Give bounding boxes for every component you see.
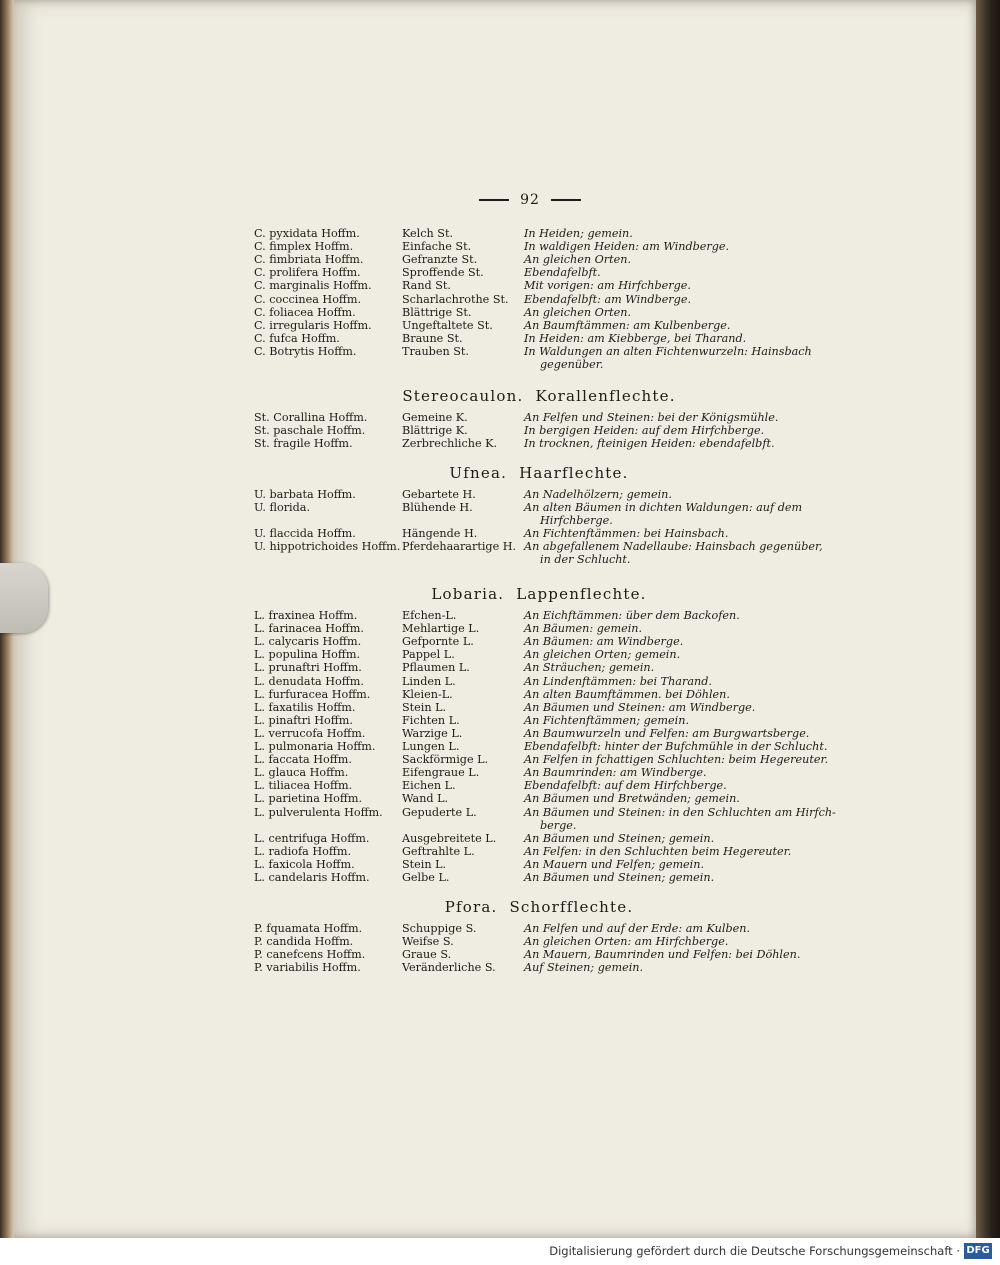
species-row: [254, 935, 834, 948]
section-heading: [254, 387, 824, 405]
habitat-text: An Baumwurzeln und Felfen: am Burgwartsberge.: [524, 726, 810, 740]
habitat-text: An Bäumen und Bretwänden; gemein.: [524, 792, 740, 806]
german-name: Graue S.: [402, 948, 452, 962]
species-row: [254, 411, 834, 424]
latin-name: L. radiofa Hoffm.: [254, 844, 352, 858]
latin-name: U. barbata Hoffm.: [254, 488, 356, 501]
habitat-text: An Baumftämmen: am Kulbenberge.: [524, 318, 731, 332]
habitat-text: In Heiden; gemein.: [524, 227, 633, 240]
species-row: [254, 527, 834, 540]
latin-name: L. verrucofa Hoffm.: [254, 726, 366, 740]
german-name: Rand St.: [402, 279, 451, 293]
species-row: [254, 266, 834, 279]
latin-name: St. fragile Hoffm.: [254, 437, 353, 451]
page-number-value: 92: [520, 192, 540, 208]
latin-name: C. fimbriata Hoffm.: [254, 253, 364, 267]
german-name: Ausgebreitete L.: [402, 831, 497, 845]
species-row: [254, 675, 834, 688]
habitat-text: An alten Bäumen in dichten Waldungen: auf dem: [524, 501, 803, 515]
species-row: [254, 344, 834, 371]
species-row: [254, 424, 834, 437]
latin-name: P. candida Hoffm.: [254, 935, 354, 949]
habitat-text: An Nadelhölzern; gemein.: [524, 488, 672, 501]
german-name: Gebartete H.: [402, 488, 476, 501]
habitat-text: An Bäumen: gemein.: [524, 622, 643, 636]
german-name: Kleien-L.: [402, 687, 453, 701]
habitat-text-continued: berge.: [540, 818, 577, 832]
german-name: Blühende H.: [402, 501, 473, 515]
latin-name: C. Botrytis Hoffm.: [254, 344, 357, 358]
species-row: [254, 779, 834, 792]
latin-name: C. fimplex Hoffm.: [254, 240, 354, 254]
habitat-text: An abgefallenem Nadellaube: Hainsbach gegenüber,: [524, 540, 823, 554]
habitat-text: In bergigen Heiden: auf dem Hirfchberge.: [524, 424, 765, 438]
footer-bar: [0, 1238, 1000, 1265]
species-row: [254, 293, 834, 306]
genus-name: Lobaria.: [431, 585, 505, 603]
latin-name: L. fraxinea Hoffm.: [254, 609, 358, 622]
german-name: Hängende H.: [402, 527, 478, 541]
species-row: [254, 648, 834, 661]
species-row: [254, 792, 834, 805]
latin-name: L. calycaris Hoffm.: [254, 635, 362, 649]
species-row: [254, 437, 834, 450]
species-row: [254, 961, 834, 974]
german-name: Gefpornte L.: [402, 635, 474, 649]
habitat-text: In Heiden: am Kiebberge, bei Tharand.: [524, 331, 747, 345]
latin-name: L. pulmonaria Hoffm.: [254, 740, 376, 753]
german-name: Sackförmige L.: [402, 753, 489, 767]
species-row: [254, 805, 836, 832]
genus-name: Stereocaulon.: [402, 387, 524, 405]
species-row: [254, 766, 834, 779]
species-row: [254, 832, 834, 845]
habitat-text: Mit vorigen: am Hirfchberge.: [524, 279, 691, 293]
species-row: [254, 858, 834, 871]
genus-name: Pfora.: [444, 898, 498, 916]
latin-name: St. paschale Hoffm.: [254, 424, 366, 438]
german-name: Wand L.: [402, 792, 449, 806]
latin-name: U. flaccida Hoffm.: [254, 527, 356, 541]
latin-name: L. faxatilis Hoffm.: [254, 700, 356, 714]
common-name: Lappenflechte.: [516, 585, 647, 603]
habitat-text: An Mauern, Baumrinden und Felfen: bei Döhlen.: [524, 948, 801, 962]
latin-name: L. farinacea Hoffm.: [254, 622, 364, 636]
latin-name: L. prunaftri Hoffm.: [254, 661, 362, 675]
section-heading: [254, 585, 824, 603]
latin-name: L. candelaris Hoffm.: [254, 871, 370, 884]
german-name: Veränderliche S.: [402, 961, 496, 975]
genus-name: Ufnea.: [449, 464, 508, 482]
habitat-text: An gleichen Orten; gemein.: [524, 648, 681, 662]
habitat-text-continued: in der Schlucht.: [540, 553, 631, 567]
species-row: [254, 701, 834, 714]
habitat-text: An Felfen in fchattigen Schluchten: beim Hegereuter.: [524, 753, 829, 767]
latin-name: L. parietina Hoffm.: [254, 792, 363, 806]
habitat-text: Ebendafelbft: am Windberge.: [524, 292, 691, 306]
habitat-text: An gleichen Orten.: [524, 305, 632, 319]
german-name: Ungeftaltete St.: [402, 318, 493, 332]
dfg-logo: DFG: [964, 1243, 992, 1259]
latin-name: P. fquamata Hoffm.: [254, 922, 363, 935]
footer-credit: Digitalisierung gefördert durch die Deutsche Forschungsgemeinschaft ·: [549, 1244, 960, 1258]
habitat-text: In waldigen Heiden: am Windberge.: [524, 240, 730, 254]
german-name: Zerbrechliche K.: [402, 437, 498, 451]
german-name: Geftrahlte L.: [402, 844, 475, 858]
habitat-text: An Bäumen und Steinen; gemein.: [524, 831, 715, 845]
german-name: Blättrige St.: [402, 305, 472, 319]
habitat-text: An Mauern und Felfen; gemein.: [524, 857, 705, 871]
habitat-text: Ebendafelbft: auf dem Hirfchberge.: [524, 779, 727, 793]
species-row: [254, 488, 834, 501]
latin-name: C. pyxidata Hoffm.: [254, 227, 360, 240]
habitat-text: In Waldungen an alten Fichtenwurzeln: Hainsbach: [524, 344, 812, 358]
habitat-text: An Baumrinden: am Windberge.: [524, 766, 707, 780]
common-name: Korallenflechte.: [535, 387, 676, 405]
german-name: Sproffende St.: [402, 266, 484, 280]
section-heading: [254, 464, 824, 482]
german-name: Linden L.: [402, 674, 456, 688]
habitat-text: An Fichtenftämmen; gemein.: [524, 713, 689, 727]
latin-name: L. tiliacea Hoffm.: [254, 779, 353, 793]
german-name: Mehlartige L.: [402, 622, 480, 636]
species-row: [254, 540, 834, 567]
german-name: Gefranzte St.: [402, 253, 478, 267]
german-name: Pflaumen L.: [402, 661, 470, 675]
german-name: Eifengraue L.: [402, 766, 480, 780]
habitat-text-continued: gegenüber.: [540, 357, 604, 371]
latin-name: L. pinaftri Hoffm.: [254, 713, 353, 727]
species-row: [254, 319, 834, 332]
species-row: [254, 227, 834, 240]
latin-name: L. denudata Hoffm.: [254, 674, 364, 688]
german-name: Eichen L.: [402, 779, 456, 793]
german-name: Gelbe L.: [402, 871, 450, 884]
latin-name: P. variabilis Hoffm.: [254, 961, 361, 975]
habitat-text: In trocknen, fteinigen Heiden: ebendafelbft.: [524, 437, 775, 451]
habitat-text: An Felfen und auf der Erde: am Kulben.: [524, 922, 750, 935]
latin-name: C. foliacea Hoffm.: [254, 305, 356, 319]
habitat-text: An Felfen und Steinen: bei der Königsmühle.: [524, 411, 779, 424]
species-row: [254, 661, 834, 674]
german-name: Blättrige K.: [402, 424, 468, 438]
german-name: Gepuderte L.: [402, 805, 477, 819]
latin-name: L. populina Hoffm.: [254, 648, 360, 662]
habitat-text: An gleichen Orten: am Hirfchberge.: [524, 935, 729, 949]
latin-name: St. Corallina Hoffm.: [254, 411, 368, 424]
habitat-text: An Fichtenftämmen: bei Hainsbach.: [524, 527, 729, 541]
german-name: Kelch St.: [402, 227, 453, 240]
habitat-text: Ebendafelbft: hinter der Bufchmühle in der Schlucht.: [524, 740, 828, 753]
german-name: Schuppige S.: [402, 922, 477, 935]
species-row: [254, 635, 834, 648]
habitat-text: An Lindenftämmen: bei Tharand.: [524, 674, 712, 688]
latin-name: L. pulverulenta Hoffm.: [254, 805, 383, 819]
german-name: Scharlachrothe St.: [402, 292, 509, 306]
species-row: [254, 845, 834, 858]
species-row: [254, 688, 834, 701]
habitat-text: An Bäumen und Steinen: in den Schluchten am Hirfch-: [524, 805, 836, 819]
species-row: [254, 253, 834, 266]
latin-name: L. centrifuga Hoffm.: [254, 831, 370, 845]
latin-name: P. canefcens Hoffm.: [254, 948, 366, 962]
habitat-text: Ebendafelbft.: [524, 266, 601, 280]
german-name: Einfache St.: [402, 240, 472, 254]
habitat-text: An Bäumen: am Windberge.: [524, 635, 684, 649]
latin-name: C. prolifera Hoffm.: [254, 266, 361, 280]
latin-name: L. furfuracea Hoffm.: [254, 687, 371, 701]
habitat-text: An Bäumen und Steinen; gemein.: [524, 871, 715, 884]
latin-name: L. glauca Hoffm.: [254, 766, 349, 780]
german-name: Fichten L.: [402, 713, 460, 727]
species-row: [254, 279, 834, 292]
species-row: [254, 609, 834, 622]
german-name: Warzige L.: [402, 726, 463, 740]
species-row: [254, 948, 834, 961]
habitat-text: An Sträuchen; gemein.: [524, 661, 655, 675]
latin-name: U. hippotrichoides Hoffm.: [254, 540, 401, 554]
species-row: [254, 714, 834, 727]
german-name: Stein L.: [402, 857, 447, 871]
species-row: [254, 240, 834, 253]
species-row: [254, 622, 834, 635]
common-name: Haarflechte.: [519, 464, 629, 482]
german-name: Gemeine K.: [402, 411, 468, 424]
german-name: Pferdehaarartige H.: [402, 540, 517, 554]
latin-name: L. faxicola Hoffm.: [254, 857, 355, 871]
habitat-text-continued: Hirfchberge.: [540, 514, 613, 528]
species-row: [254, 727, 834, 740]
german-name: Lungen L.: [402, 740, 460, 753]
habitat-text: An Felfen: in den Schluchten beim Hegereuter.: [524, 844, 792, 858]
german-name: Pappel L.: [402, 648, 455, 662]
species-row: [254, 922, 834, 935]
habitat-text: An gleichen Orten.: [524, 253, 632, 267]
german-name: Weifse S.: [402, 935, 454, 949]
german-name: Trauben St.: [402, 344, 469, 358]
species-row: [254, 740, 834, 753]
german-name: Braune St.: [402, 331, 463, 345]
habitat-text: An alten Baumftämmen. bei Döhlen.: [524, 687, 730, 701]
species-row: [254, 332, 834, 345]
section-heading: [254, 898, 824, 916]
latin-name: C. irregularis Hoffm.: [254, 318, 372, 332]
species-row: [254, 501, 834, 528]
species-row: [254, 753, 834, 766]
habitat-text: Auf Steinen; gemein.: [524, 961, 644, 975]
habitat-text: An Eichftämmen: über dem Backofen.: [524, 609, 740, 622]
latin-name: U. florida.: [254, 501, 311, 515]
german-name: Stein L.: [402, 700, 447, 714]
latin-name: L. faccata Hoffm.: [254, 753, 352, 767]
species-row: [254, 306, 834, 319]
latin-name: C. marginalis Hoffm.: [254, 279, 372, 293]
latin-name: C. fufca Hoffm.: [254, 331, 340, 345]
habitat-text: An Bäumen und Steinen: am Windberge.: [524, 700, 756, 714]
species-row: [254, 871, 834, 884]
german-name: Efchen-L.: [402, 609, 457, 622]
latin-name: C. coccinea Hoffm.: [254, 292, 362, 306]
common-name: Schorfflechte.: [509, 898, 634, 916]
